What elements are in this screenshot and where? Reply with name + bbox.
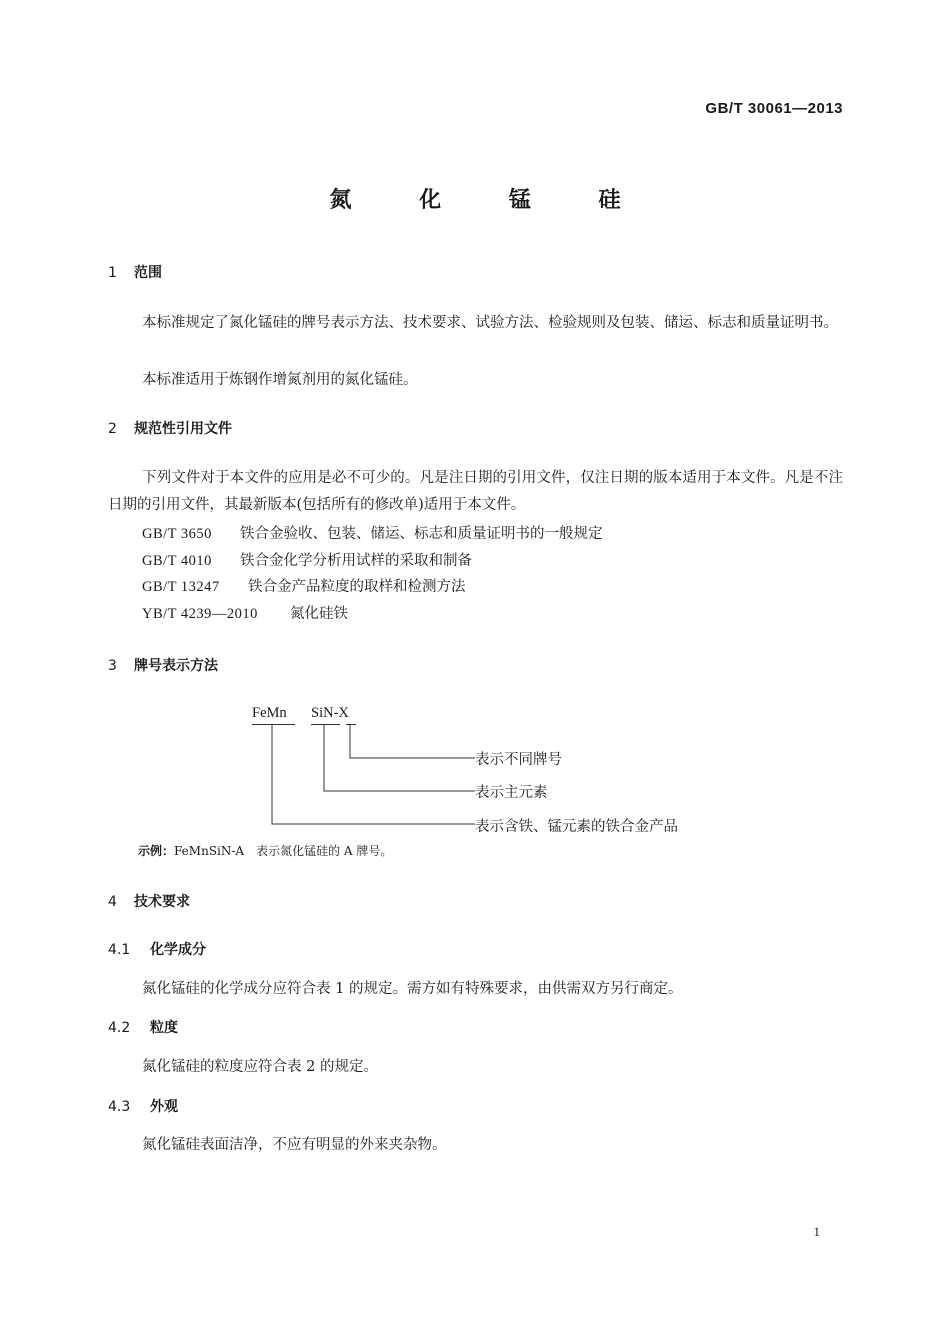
designation-part-femn: FeMn: [252, 705, 287, 721]
femn-leader-line: [272, 725, 475, 824]
section-2-heading: [108, 418, 232, 438]
section-1-paragraph-1: 本标准规定了氮化锰硅的牌号表示方法、技术要求、试验方法、检验规则及包装、储运、标志和质量证明书。: [142, 315, 838, 331]
subsection-number: 4.2: [108, 1020, 131, 1036]
page-number: 1: [813, 1224, 820, 1239]
reference-title: 铁合金产品粒度的取样和检测方法: [248, 579, 466, 595]
section-3-heading: [108, 655, 218, 675]
reference-item: [142, 602, 348, 623]
example-note: [138, 842, 392, 859]
subsection-4-1-text: 氮化锰硅的化学成分应符合表 1 的规定。需方如有特殊要求，由供需双方另行商定。: [142, 981, 683, 997]
section-4-heading: [108, 891, 190, 911]
subsection-number: 4.1: [108, 942, 131, 958]
reference-item: [142, 575, 466, 596]
subsection-title: 化学成分: [150, 942, 206, 958]
reference-code: YB/T 4239—2010: [142, 606, 258, 622]
subsection-4-3-text: 氮化锰硅表面洁净，不应有明显的外来夹杂物。: [142, 1137, 447, 1153]
section-title: 牌号表示方法: [134, 658, 218, 674]
page-title: 氮 化 锰 硅: [329, 187, 651, 213]
subsection-4-2-heading: [108, 1017, 178, 1037]
section-title: 技术要求: [134, 894, 190, 910]
reference-title: 铁合金化学分析用试样的采取和制备: [240, 553, 472, 569]
x-leader-line: [350, 725, 475, 758]
section-number: 3: [108, 658, 117, 674]
reference-item: [142, 522, 603, 543]
reference-code: GB/T 3650: [142, 526, 212, 542]
subsection-4-2-text: 氮化锰硅的粒度应符合表 2 的规定。: [142, 1059, 378, 1075]
subsection-4-1-heading: [108, 939, 206, 959]
reference-code: GB/T 4010: [142, 553, 212, 569]
reference-title: 氮化硅铁: [290, 606, 348, 622]
subsection-4-3-heading: [108, 1096, 178, 1116]
example-text: FeMnSiN-A 表示氮化锰硅的 A 牌号。: [174, 844, 393, 858]
section-number: 4: [108, 894, 117, 910]
section-2-paragraph: 下列文件对于本文件的应用是必不可少的。凡是注日期的引用文件，仅注日期的版本适用于本文件。凡是不注日期的引用文件，其最新版本(包括所有的修改单)适用于本文件。: [108, 470, 843, 513]
label-grade-variant: 表示不同牌号: [475, 752, 562, 768]
label-main-element: 表示主元素: [475, 785, 548, 801]
designation-part-sin-x: SiN-X: [311, 705, 349, 721]
reference-code: GB/T 13247: [142, 579, 220, 595]
subsection-number: 4.3: [108, 1099, 131, 1115]
label-ferroalloy-product: 表示含铁、锰元素的铁合金产品: [475, 819, 678, 835]
reference-item: [142, 549, 472, 570]
section-title: 规范性引用文件: [134, 421, 232, 437]
designation-connector-lines: [240, 720, 480, 830]
subsection-title: 粒度: [150, 1020, 178, 1036]
section-number: 1: [108, 265, 117, 281]
section-1-paragraph-2: 本标准适用于炼钢作增氮剂用的氮化锰硅。: [142, 372, 418, 388]
reference-title: 铁合金验收、包装、储运、标志和质量证明书的一般规定: [240, 526, 603, 542]
example-label: 示例：: [138, 844, 175, 858]
section-number: 2: [108, 421, 117, 437]
subsection-title: 外观: [150, 1099, 178, 1115]
section-title: 范围: [134, 265, 162, 281]
standard-code: GB/T 30061—2013: [705, 100, 843, 117]
section-1-heading: [108, 262, 162, 282]
